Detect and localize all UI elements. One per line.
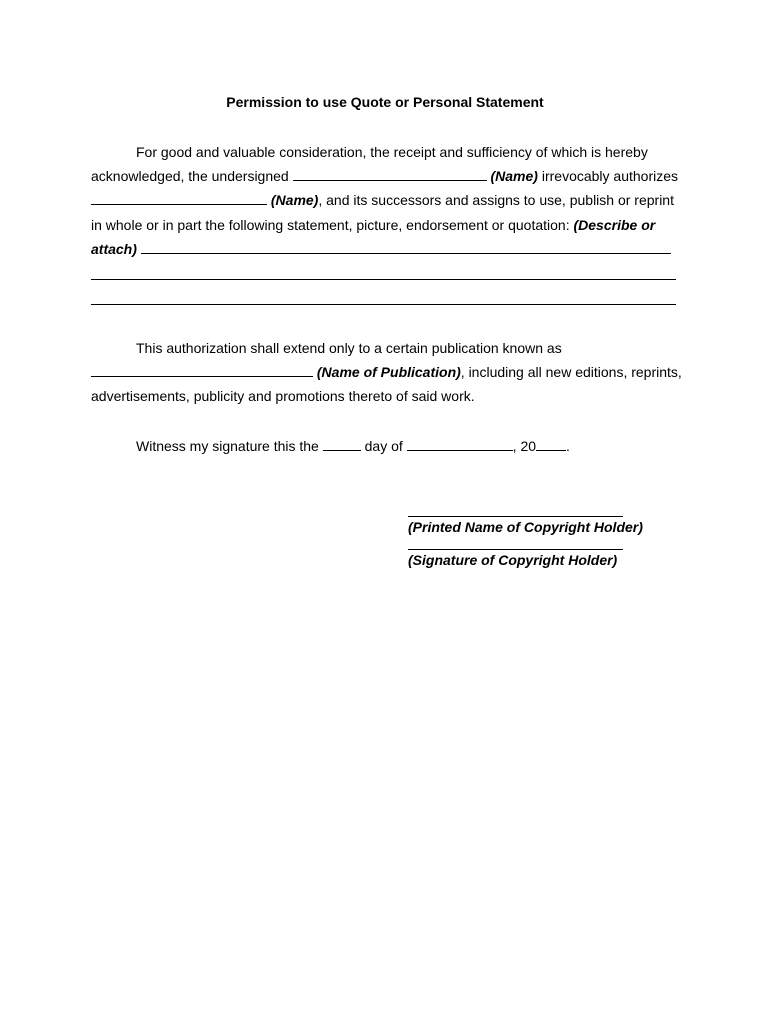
publication-label: (Name of Publication) [316,364,461,380]
describe-label-a: (Describe or [573,217,656,233]
printed-name-label: (Printed Name of Copyright Holder) [408,519,643,535]
day-blank[interactable] [323,437,361,451]
paragraph1-line4-text: in whole or in part the following statement, picture, endorsement or quotation: [91,217,570,233]
name-blank-1[interactable] [293,167,487,181]
year-blank[interactable] [536,437,566,451]
witness-day-word: day of [364,438,403,454]
month-blank[interactable] [407,437,513,451]
paragraph1-line2-prefix: acknowledged, the undersigned [91,168,289,184]
describe-label-b: attach) [91,241,137,257]
describe-blank-3[interactable] [91,304,676,305]
describe-blank-1[interactable] [141,240,671,254]
paragraph2-line3: advertisements, publicity and promotions thereto of said work. [91,388,475,404]
signature-label: (Signature of Copyright Holder) [408,552,618,568]
name-label-2: (Name) [270,192,319,208]
paragraph1-line2-suffix: irrevocably authorizes [541,168,679,184]
paragraph2-line2-suffix: , including all new editions, reprints, [460,364,682,380]
witness-year-prefix: , 20 [512,438,537,454]
paragraph1-line5 [91,240,671,258]
paragraph1-line1: For good and valuable consideration, the receipt and sufficiency of which is hereby [136,144,648,160]
paragraph2-line2 [91,363,682,381]
paragraph1-line2 [91,167,678,185]
document-title: Permission to use Quote or Personal Statement [226,94,544,110]
witness-end: . [566,438,570,454]
publication-blank[interactable] [91,363,313,377]
paragraph2-line1: This authorization shall extend only to a certain publication known as [136,340,562,356]
name-blank-2[interactable] [91,191,267,205]
paragraph1-line3-suffix: , and its successors and assigns to use, publish or reprint [318,192,674,208]
name-label-1: (Name) [490,168,538,184]
signature-line[interactable] [408,549,623,550]
printed-name-line[interactable] [408,516,623,517]
witness-line [136,437,570,455]
witness-prefix: Witness my signature this the [136,438,319,454]
describe-blank-2[interactable] [91,279,676,280]
paragraph1-line4 [91,216,655,234]
paragraph1-line3 [91,191,674,209]
